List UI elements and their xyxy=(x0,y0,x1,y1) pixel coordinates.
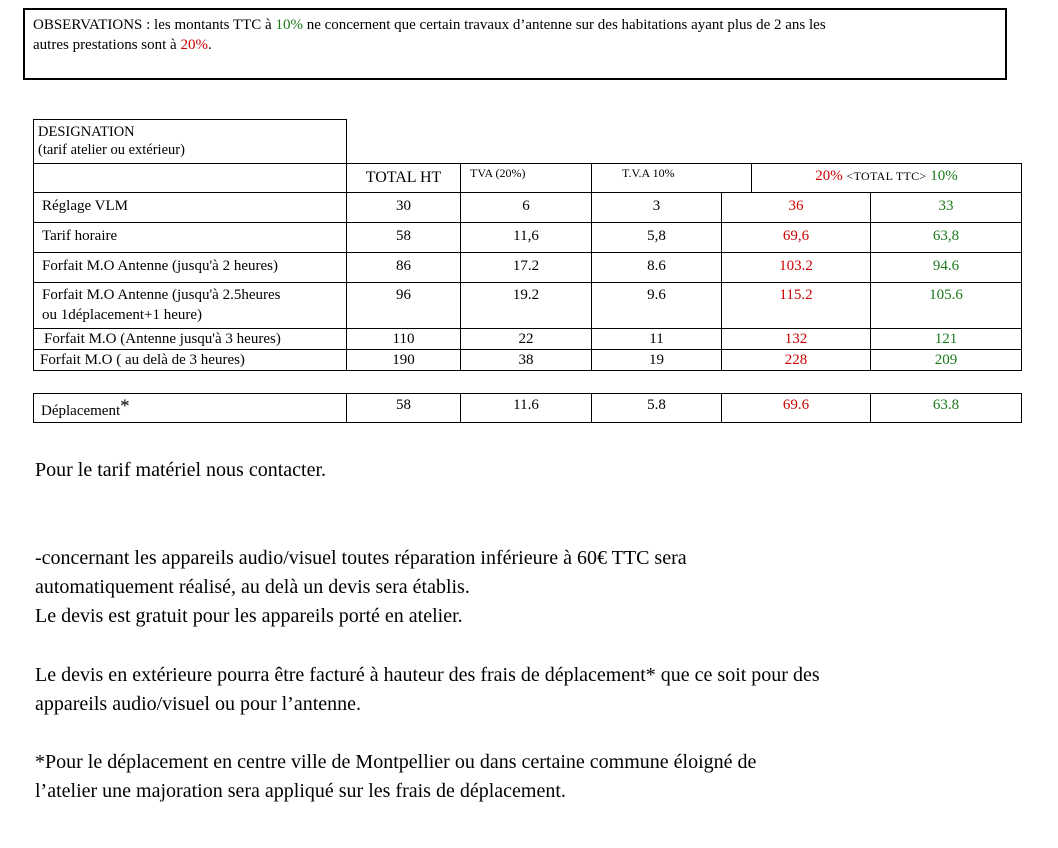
cell-ttc-20: 103.2 xyxy=(721,252,871,283)
cell-total-ht: 110 xyxy=(346,328,461,350)
header-tva-20: TVA (20%) xyxy=(460,163,592,193)
rate-10-percent: 10% xyxy=(275,17,303,33)
cell-ttc-10: 121 xyxy=(870,328,1022,350)
cell-ttc-20: 132 xyxy=(721,328,871,350)
cell-tva-20: 38 xyxy=(460,349,592,371)
cell-ttc-10: 105.6 xyxy=(870,282,1022,329)
header-label-cell xyxy=(33,163,347,193)
cell-tva-20: 17.2 xyxy=(460,252,592,283)
rate-20-percent: 20% xyxy=(180,37,208,53)
cell-ttc-20: 115.2 xyxy=(721,282,871,329)
table-row-label: Forfait M.O Antenne (jusqu'à 2 heures) xyxy=(33,252,347,283)
cell-total-ht: 86 xyxy=(346,252,461,283)
cell-tva-20: 22 xyxy=(460,328,592,350)
cell-ttc-10: 94.6 xyxy=(870,252,1022,283)
deplacement-ttc-20: 69.6 xyxy=(721,393,871,423)
cell-tva-10: 9.6 xyxy=(591,282,722,329)
cell-total-ht: 96 xyxy=(346,282,461,329)
cell-ttc-20: 69,6 xyxy=(721,222,871,253)
cell-ttc-20: 36 xyxy=(721,192,871,223)
cell-tva-20: 11,6 xyxy=(460,222,592,253)
cell-tva-10: 19 xyxy=(591,349,722,371)
deplacement-tva-10: 5.8 xyxy=(591,393,722,423)
cell-ttc-10: 63,8 xyxy=(870,222,1022,253)
paragraph-audio-visuel: -concernant les appareils audio/visuel toutes réparation inférieure à 60€ TTC sera automatiquement réalisé, au delà un devis sera établis. Le devis est gratuit pour les appareils porté en atelier. xyxy=(35,547,687,627)
table-row-label: Réglage VLM xyxy=(33,192,347,223)
header-total-ht: TOTAL HT xyxy=(346,163,461,193)
observations-line1: OBSERVATIONS : les montants TTC à 10% ne concernent que certain travaux d’antenne sur des habitations ayant plus de 2 ans les xyxy=(33,17,826,33)
cell-tva-10: 3 xyxy=(591,192,722,223)
cell-ttc-10: 33 xyxy=(870,192,1022,223)
paragraph-majoration: *Pour le déplacement en centre ville de Montpellier ou dans certaine commune éloigné de l’atelier une majoration sera appliqué sur les frais de déplacement. xyxy=(35,751,757,802)
table-row-label: Forfait M.O Antenne (jusqu'à 2.5heures ou 1déplacement+1 heure) xyxy=(33,282,347,329)
paragraph-materiel: Pour le tarif matériel nous contacter. xyxy=(35,459,327,481)
table-row-label: Tarif horaire xyxy=(33,222,347,253)
paragraph-devis-exterieur: Le devis en extérieure pourra être facturé à hauteur des frais de déplacement* que ce soit pour des appareils audio/visuel ou pour l’antenne. xyxy=(35,664,820,715)
cell-tva-10: 8.6 xyxy=(591,252,722,283)
designation-header: DESIGNATION (tarif atelier ou extérieur) xyxy=(33,119,347,164)
cell-total-ht: 58 xyxy=(346,222,461,253)
cell-tva-20: 19.2 xyxy=(460,282,592,329)
observations-line2: autres prestations sont à 20%. xyxy=(33,37,212,53)
cell-ttc-20: 228 xyxy=(721,349,871,371)
cell-total-ht: 190 xyxy=(346,349,461,371)
observations-box xyxy=(23,8,1007,80)
cell-tva-20: 6 xyxy=(460,192,592,223)
cell-ttc-10: 209 xyxy=(870,349,1022,371)
header-tva-10: T.V.A 10% xyxy=(591,163,752,193)
deplacement-tva-20: 11.6 xyxy=(460,393,592,423)
deplacement-label: Déplacement* xyxy=(33,393,347,423)
cell-total-ht: 30 xyxy=(346,192,461,223)
table-row-label: Forfait M.O ( au delà de 3 heures) xyxy=(33,349,347,371)
deplacement-total-ht: 58 xyxy=(346,393,461,423)
deplacement-ttc-10: 63.8 xyxy=(870,393,1022,423)
cell-tva-10: 5,8 xyxy=(591,222,722,253)
header-total-ttc: 20% <TOTAL TTC> 10% xyxy=(751,163,1022,193)
table-row-label: Forfait M.O (Antenne jusqu'à 3 heures) xyxy=(33,328,347,350)
cell-tva-10: 11 xyxy=(591,328,722,350)
